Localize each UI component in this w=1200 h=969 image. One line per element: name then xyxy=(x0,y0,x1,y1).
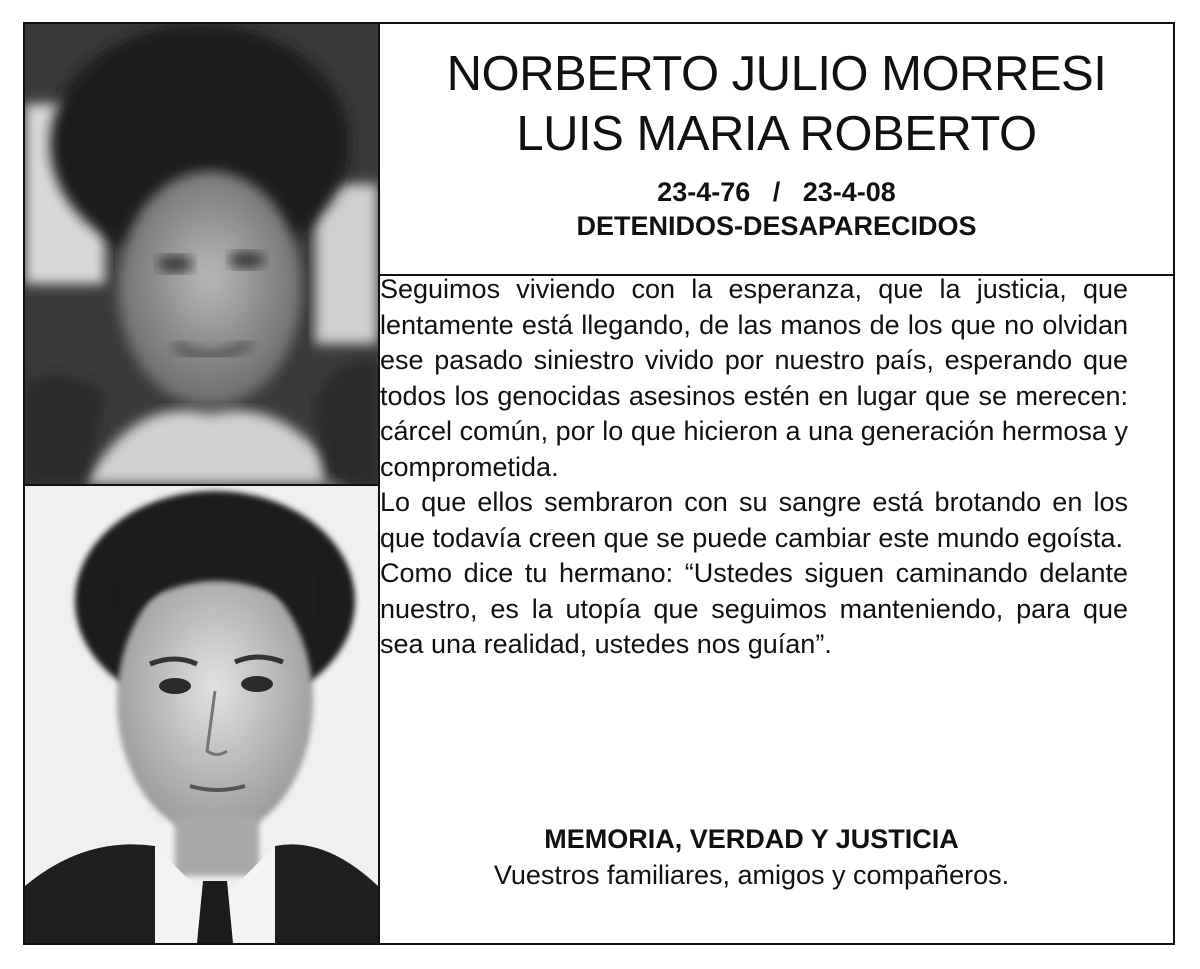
dates: 23-4-76 / 23-4-08 xyxy=(657,177,896,207)
closing xyxy=(355,822,1148,892)
portrait-photo-man-in-suit xyxy=(25,486,378,943)
body-text xyxy=(380,272,1128,663)
status-label: DETENIDOS-DESAPARECIDOS xyxy=(576,211,977,241)
portrait-photo-young-man xyxy=(25,24,378,484)
notice-header xyxy=(380,24,1173,276)
name-line-2: LUIS MARIA ROBERTO xyxy=(516,107,1037,161)
paragraph-2: Lo que ellos sembraron con su sangre está brotando en los que todavía creen que se puede cambiar este mundo egoísta. xyxy=(380,487,1128,553)
name-line-1: NORBERTO JULIO MORRESI xyxy=(446,47,1107,101)
signature: Vuestros familiares, amigos y compañeros. xyxy=(493,860,1010,890)
motto: MEMORIA, VERDAD Y JUSTICIA xyxy=(544,824,959,854)
paragraph-3: Como dice tu hermano: “Ustedes siguen caminando delante nuestro, es la utopía que seguimos manteniendo, para que sea una realidad, ustedes nos guían”. xyxy=(380,558,1128,659)
paragraph-1: Seguimos viviendo con la esperanza, que la justicia, que lentamente está llegando, de las manos de los que no olvidan ese pasado siniestro vivido por nuestro país, esperando que todos los genocidas asesinos estén en lugar que se merecen: cárcel común, por lo que hicieron a una generación hermosa y comprometida. xyxy=(380,274,1128,482)
photo-column xyxy=(25,24,380,943)
